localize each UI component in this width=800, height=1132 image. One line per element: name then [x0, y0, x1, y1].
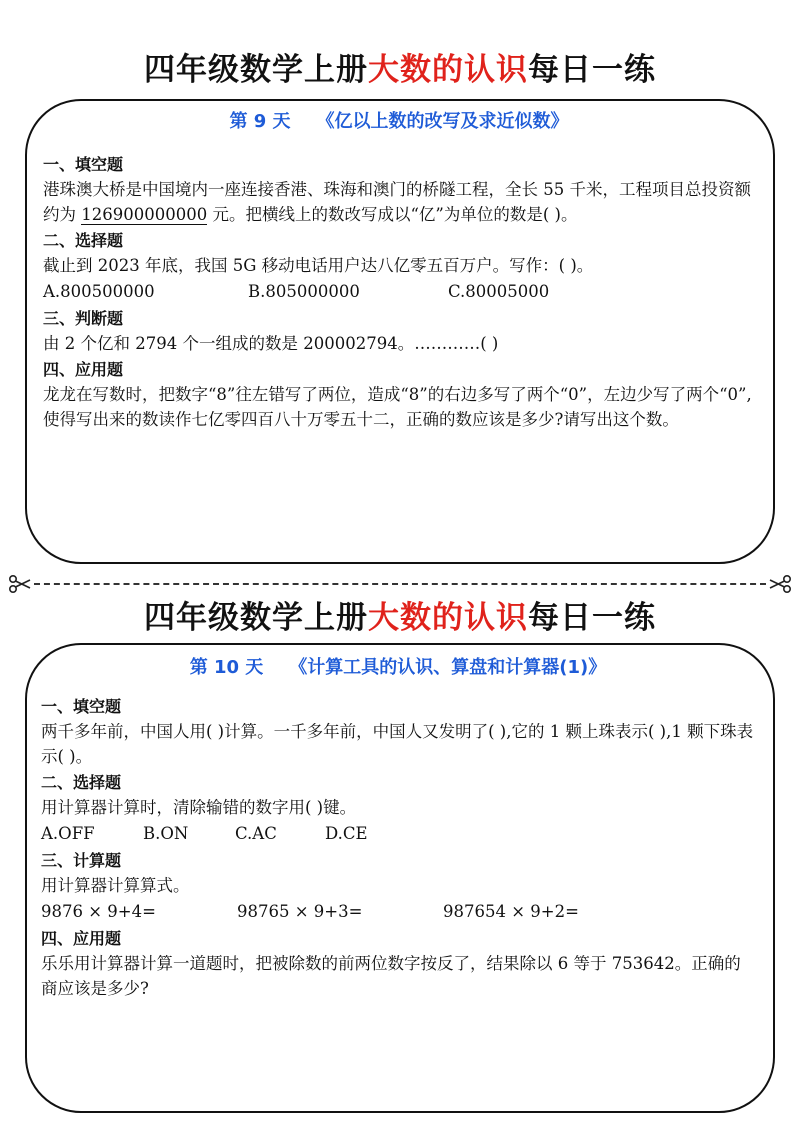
section-title: 一、填空题: [41, 697, 122, 716]
worksheet-title: [0, 598, 800, 638]
option-a: A.800500000: [43, 282, 155, 301]
section-title: 一、填空题: [43, 155, 124, 174]
section-judge: [43, 307, 755, 356]
section-fill-blank: [41, 695, 755, 769]
day-label: 第 10 天: [189, 657, 264, 678]
question-text: 截止到 2023 年底，我国 5G 移动电话用户达八亿零五百万户。写作：( )。: [43, 256, 594, 275]
calc-expressions: [41, 898, 755, 925]
question-text: 用计算器计算算式。: [41, 876, 190, 895]
section-title: 二、选择题: [41, 773, 122, 792]
expression: 9876 × 9+4=: [41, 902, 156, 921]
question-text: 两千多年前，中国人用( )计算。一千多年前，中国人又发明了( ),它的 1 颗上珠表示( ),1 颗下珠表示( )。: [41, 722, 754, 766]
title-highlight: 大数的认识: [368, 600, 528, 636]
cut-line: [8, 574, 792, 594]
question-text: 龙龙在写数时，把数字“8”往左错写了两位，造成“8”的右边多写了两个“0”，左边少写了两个“0”,使得写出来的数读作七亿零四百八十万零五十二，正确的数应该是多少?请写出这个数。: [43, 385, 752, 429]
section-title: 四、应用题: [43, 360, 124, 379]
question-text: 港珠澳大桥是中国境内一座连接香港、珠海和澳门的桥隧工程，全长 55 千米，工程项目总投资额约为 126900000000 元。把横线上的数改写成以“亿”为单位的数是( )。: [43, 180, 751, 224]
day-label: 第 9 天: [229, 111, 291, 132]
option-a: A.OFF: [41, 824, 95, 843]
option-c: C.80005000: [448, 282, 550, 301]
section-title: 三、计算题: [41, 851, 122, 870]
section-fill-blank: [43, 153, 755, 227]
option-c: C.AC: [235, 824, 277, 843]
underlined-number: 126900000000: [81, 205, 208, 224]
question-text: 由 2 个亿和 2794 个一组成的数是 200002794。…………( ): [43, 334, 499, 353]
day-topic: 《亿以上数的改写及求近似数》: [316, 111, 569, 132]
day-topic: 《计算工具的认识、算盘和计算器(1)》: [289, 657, 607, 678]
title-highlight: 大数的认识: [368, 52, 528, 88]
choice-options: [43, 278, 755, 305]
scissors-icon: [8, 574, 32, 594]
title-prefix: 四年级数学上册: [144, 52, 368, 88]
option-b: B.ON: [143, 824, 189, 843]
section-title: 三、判断题: [43, 309, 124, 328]
option-b: B.805000000: [248, 282, 360, 301]
section-application: [43, 358, 755, 432]
section-application: [41, 927, 755, 1001]
section-choice: [41, 771, 755, 847]
section-title: 四、应用题: [41, 929, 122, 948]
question-text: 乐乐用计算器计算一道题时，把被除数的前两位数字按反了，结果除以 6 等于 753642。正确的商应该是多少?: [41, 954, 741, 998]
expression: 98765 × 9+3=: [237, 902, 363, 921]
worksheet-title: [0, 50, 800, 90]
section-calculation: [41, 849, 755, 925]
exercise-card-day10: [25, 643, 775, 1113]
expression: 987654 × 9+2=: [443, 902, 579, 921]
day-heading: [43, 109, 755, 135]
choice-options: [41, 820, 755, 847]
section-title: 二、选择题: [43, 231, 124, 250]
exercise-card-day9: [25, 99, 775, 564]
section-choice: [43, 229, 755, 305]
dashed-divider: [34, 583, 766, 585]
title-prefix: 四年级数学上册: [144, 600, 368, 636]
day-heading: [41, 655, 755, 681]
option-d: D.CE: [325, 824, 368, 843]
scissors-icon: [768, 574, 792, 594]
title-suffix: 每日一练: [528, 52, 656, 88]
title-suffix: 每日一练: [528, 600, 656, 636]
question-text: 用计算器计算时，清除输错的数字用( )键。: [41, 798, 357, 817]
